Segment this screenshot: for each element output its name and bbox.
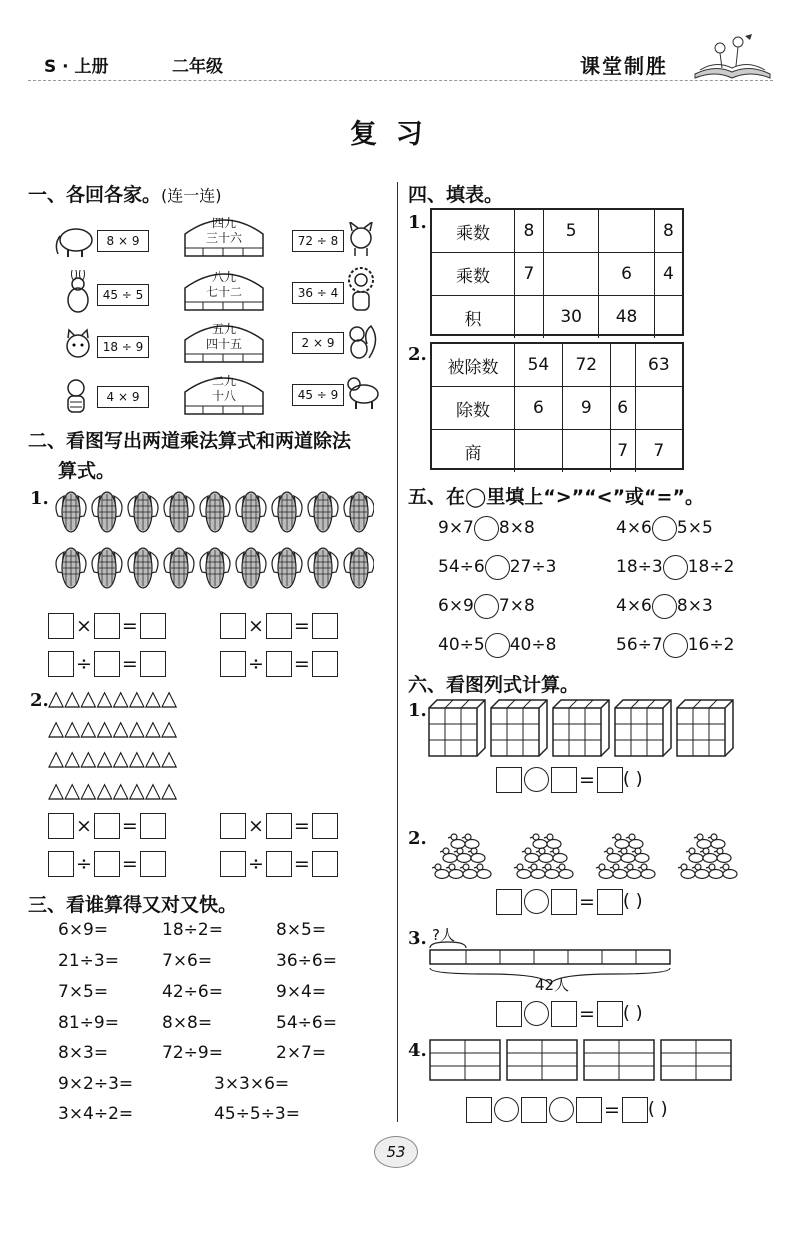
calc-item[interactable]: 9×4= [276,982,327,1002]
unit-paren[interactable]: ( ) [622,890,643,912]
compare-right: 16÷2 [687,635,735,655]
s3-heading: 三、看谁算得又对又快。 [28,894,238,916]
s6-q1-equation [496,764,643,794]
unit-paren[interactable]: ( ) [622,1002,643,1024]
row-header: 乘数 [432,210,515,253]
row-header: 乘数 [432,253,515,296]
table-cell[interactable]: 9 [562,387,610,430]
compare-item [438,553,556,581]
answer-box[interactable] [94,651,120,677]
unit-paren[interactable]: ( ) [622,768,643,790]
right-card-4[interactable]: 45 ÷ 9 [292,384,344,406]
s2-q1-number: 1. [30,488,49,509]
house-4-bottom: 十八 [211,389,236,403]
triangle-row: △△△△△△△△ [48,778,178,802]
s6-heading: 六、看图列式计算。 [408,674,580,696]
table-cell[interactable] [543,253,598,296]
equals-sign: = [121,614,138,637]
table-cell[interactable] [654,296,682,339]
row-header: 商 [432,430,515,473]
s2-heading-line1: 二、看图写出两道乘法算式和两道除法 [28,430,352,452]
left-card-3[interactable]: 18 ÷ 9 [97,336,149,358]
answer-box[interactable] [220,851,246,877]
compare-circle[interactable] [652,594,677,619]
answer-box[interactable] [94,851,120,877]
answer-box[interactable] [266,813,292,839]
table-cell[interactable]: 7 [610,430,635,473]
fox-icon [343,222,381,258]
house-2-top: 八九 [211,270,236,284]
house-2-bottom: 七十二 [205,285,242,299]
table-cell[interactable]: 8 [515,210,544,253]
table-row [432,430,682,473]
answer-box[interactable] [48,651,74,677]
compare-circle[interactable] [652,516,677,541]
table-row [432,344,682,387]
house-4[interactable] [183,370,265,416]
cat-icon [60,328,96,364]
s6-q1-number: 1. [408,700,427,721]
calc-item[interactable]: 8×3= [58,1043,109,1063]
answer-box[interactable] [94,613,120,639]
table-row [432,253,682,296]
house-1-top: 四九 [211,216,236,230]
table-cell[interactable] [599,210,654,253]
house-4-top: 二九 [211,374,236,388]
elephant-icon [52,222,98,258]
house-3-bottom: 四十五 [205,337,242,351]
times-sign: × [248,614,264,637]
equals-sign: = [579,890,595,913]
equals-sign: = [293,614,310,637]
answer-box[interactable] [312,613,338,639]
s6-q2-number: 2. [408,828,427,849]
s6-q4-number: 4. [408,1040,427,1061]
answer-box[interactable] [597,1001,623,1027]
house-3-top: 五九 [211,322,236,336]
s4-heading: 四、填表。 [408,184,504,206]
calc-item[interactable]: 72÷9= [162,1043,223,1063]
calc-item[interactable]: 7×5= [58,982,109,1002]
s2-q2-mul-1 [48,810,166,840]
compare-right: 18÷2 [687,557,735,577]
compare-item [616,553,734,581]
table-cell[interactable]: 6 [610,387,635,430]
answer-box[interactable] [220,813,246,839]
calc-item[interactable]: 81÷9= [58,1013,119,1033]
s6-q4-equation [466,1094,668,1124]
row-header: 积 [432,296,515,339]
table-cell[interactable]: 6 [599,253,654,296]
table-cell[interactable]: 4 [654,253,682,296]
compare-left: 4×6 [616,518,652,538]
left-card-2[interactable]: 45 ÷ 5 [97,284,149,306]
page-title: 复 习 [350,119,423,150]
equals-sign: = [293,852,310,875]
answer-box[interactable] [220,613,246,639]
answer-box[interactable] [597,889,623,915]
times-sign: × [248,814,264,837]
compare-circle[interactable] [663,633,688,658]
s6-q2-equation [496,886,643,916]
table-row [432,387,682,430]
calc-item[interactable]: 42÷6= [162,982,223,1002]
column-divider [397,182,398,1122]
answer-box[interactable] [266,851,292,877]
answer-box[interactable] [312,851,338,877]
table-cell[interactable] [635,387,682,430]
answer-box[interactable] [496,889,522,915]
answer-box[interactable] [597,767,623,793]
compare-left: 40÷5 [438,635,485,655]
answer-box[interactable] [266,613,292,639]
book-logo-icon [690,30,775,80]
table-cell[interactable] [515,430,563,473]
triangle-row: △△△△△△△△ [48,746,178,770]
calc-item[interactable]: 8×5= [276,920,327,940]
table-cell[interactable]: 72 [562,344,610,387]
equals-sign: = [579,1002,595,1025]
divide-sign: ÷ [76,652,92,675]
house-1[interactable] [183,212,265,258]
ducks-picture [428,826,748,884]
compare-item [438,631,556,659]
compare-circle[interactable] [663,555,688,580]
operator-circle[interactable] [494,1097,519,1122]
calc-item[interactable]: 36÷6= [276,951,337,971]
calc-item[interactable]: 3×3×6= [214,1074,290,1094]
times-sign: × [76,814,92,837]
left-card-1[interactable]: 8 × 9 [97,230,149,252]
fill-table-2 [432,344,682,472]
table-cell[interactable]: 5 [543,210,598,253]
s5-heading: 五、在◯里填上“>”“<”或“=”。 [408,486,704,508]
left-card-4[interactable]: 4 × 9 [97,386,149,408]
grid-blocks-picture [428,1038,740,1084]
table-cell[interactable]: 6 [515,387,563,430]
answer-box[interactable] [94,813,120,839]
s1-heading-text: 一、各回各家。 [28,184,162,206]
answer-box[interactable] [140,651,166,677]
page-number: 53 [386,1143,406,1161]
unit-paren[interactable]: ( ) [647,1098,668,1120]
header-brand: 课堂制胜 [580,54,668,78]
squirrel-icon [345,320,381,360]
s4-q2-number: 2. [408,344,427,365]
calc-item[interactable]: 2×7= [276,1043,327,1063]
table-cell[interactable]: 30 [543,296,598,339]
operator-circle[interactable] [524,767,549,792]
calc-item[interactable]: 18÷2= [162,920,223,940]
compare-left: 54÷6 [438,557,485,577]
answer-box[interactable] [266,651,292,677]
answer-box[interactable] [220,651,246,677]
answer-box[interactable] [48,813,74,839]
table-cell[interactable]: 54 [515,344,563,387]
compare-circle[interactable] [474,516,499,541]
s1-note: (连一连) [161,186,222,205]
fill-table-1 [432,210,682,338]
compare-item [616,631,734,659]
table-cell[interactable]: 7 [635,430,682,473]
answer-box[interactable] [140,851,166,877]
answer-box[interactable] [140,813,166,839]
operator-circle[interactable] [524,889,549,914]
calc-item[interactable]: 21÷3= [58,951,119,971]
s2-q2-number: 2. [30,690,49,711]
compare-right: 8×3 [676,596,713,616]
compare-left: 18÷3 [616,557,663,577]
calc-item[interactable]: 45÷5÷3= [214,1104,300,1124]
tiger-icon [58,376,96,416]
calc-item[interactable]: 8×8= [162,1013,213,1033]
s6-q3-number: 3. [408,928,427,949]
unknown-label: ?人 [432,926,455,944]
s4-q1-number: 1. [408,212,427,233]
table-cell[interactable]: 7 [515,253,544,296]
answer-box[interactable] [140,613,166,639]
compare-right: 5×5 [676,518,713,538]
table-cell[interactable]: 63 [635,344,682,387]
answer-box[interactable] [551,1001,577,1027]
cow-icon [344,374,382,410]
table-cell[interactable] [562,430,610,473]
triangle-row: △△△△△△△△ [48,686,178,710]
header-series: S · 上册 [44,57,109,77]
answer-box[interactable] [622,1097,648,1123]
right-card-2[interactable]: 36 ÷ 4 [292,282,344,304]
house-2[interactable] [183,266,265,312]
answer-box[interactable] [466,1097,492,1123]
table-cell[interactable] [610,344,635,387]
compare-item [438,592,535,620]
s1-heading [28,180,222,207]
compare-right: 8×8 [498,518,535,538]
answer-box[interactable] [48,851,74,877]
equals-sign: = [121,652,138,675]
table-row [432,296,682,339]
answer-box[interactable] [48,613,74,639]
house-1-bottom: 三十六 [205,231,242,245]
compare-left: 4×6 [616,596,652,616]
compare-left: 6×9 [438,596,474,616]
equals-sign: = [293,652,310,675]
calc-item[interactable]: 6×9= [58,920,109,940]
s2-q1-mul-1 [48,610,166,640]
compare-item [616,514,713,542]
divide-sign: ÷ [248,652,264,675]
compare-item [616,592,713,620]
divide-sign: ÷ [248,852,264,875]
compare-circle[interactable] [485,555,510,580]
calc-item[interactable]: 3×4÷2= [58,1104,134,1124]
equals-sign: = [121,814,138,837]
s2-q1-div-2 [220,648,338,678]
triangle-row: △△△△△△△△ [48,716,178,740]
s2-q2-div-2 [220,848,338,878]
s6-q3-equation [496,998,643,1028]
equals-sign: = [121,852,138,875]
right-card-1[interactable]: 72 ÷ 8 [292,230,344,252]
answer-box[interactable] [551,889,577,915]
compare-circle[interactable] [485,633,510,658]
s2-q2-mul-2 [220,810,338,840]
house-3[interactable] [183,318,265,364]
compare-left: 56÷7 [616,635,663,655]
operator-circle[interactable] [549,1097,574,1122]
compare-right: 7×8 [498,596,535,616]
rabbit-icon [60,270,96,314]
cube-blocks-picture [428,698,740,758]
compare-item [438,514,535,542]
operator-circle[interactable] [524,1001,549,1026]
header-divider [28,80,773,81]
total-label: 42人 [535,976,570,994]
table-row [432,210,682,253]
right-card-3[interactable]: 2 × 9 [292,332,344,354]
answer-box[interactable] [551,767,577,793]
page-number-badge [374,1136,418,1168]
s2-q1-div-1 [48,648,166,678]
lion-icon [344,266,378,312]
header-grade: 二年级 [172,57,223,77]
answer-box[interactable] [521,1097,547,1123]
calc-item[interactable]: 7×6= [162,951,213,971]
compare-right: 27÷3 [509,557,557,577]
equals-sign: = [579,768,595,791]
table-cell[interactable] [515,296,544,339]
equals-sign: = [293,814,310,837]
answer-box[interactable] [576,1097,602,1123]
calc-item[interactable]: 9×2÷3= [58,1074,134,1094]
table-cell[interactable]: 48 [599,296,654,339]
table-cell[interactable]: 8 [654,210,682,253]
row-header: 被除数 [432,344,515,387]
s2-heading-line2: 算式。 [58,460,116,482]
s2-q2-div-1 [48,848,166,878]
row-header: 除数 [432,387,515,430]
compare-left: 9×7 [438,518,474,538]
compare-right: 40÷8 [509,635,557,655]
equals-sign: = [604,1098,620,1121]
calc-item[interactable]: 54÷6= [276,1013,337,1033]
corn-picture [52,486,374,594]
answer-box[interactable] [496,1001,522,1027]
s2-q1-mul-2 [220,610,338,640]
divide-sign: ÷ [76,852,92,875]
answer-box[interactable] [312,813,338,839]
times-sign: × [76,614,92,637]
answer-box[interactable] [496,767,522,793]
answer-box[interactable] [312,651,338,677]
compare-circle[interactable] [474,594,499,619]
